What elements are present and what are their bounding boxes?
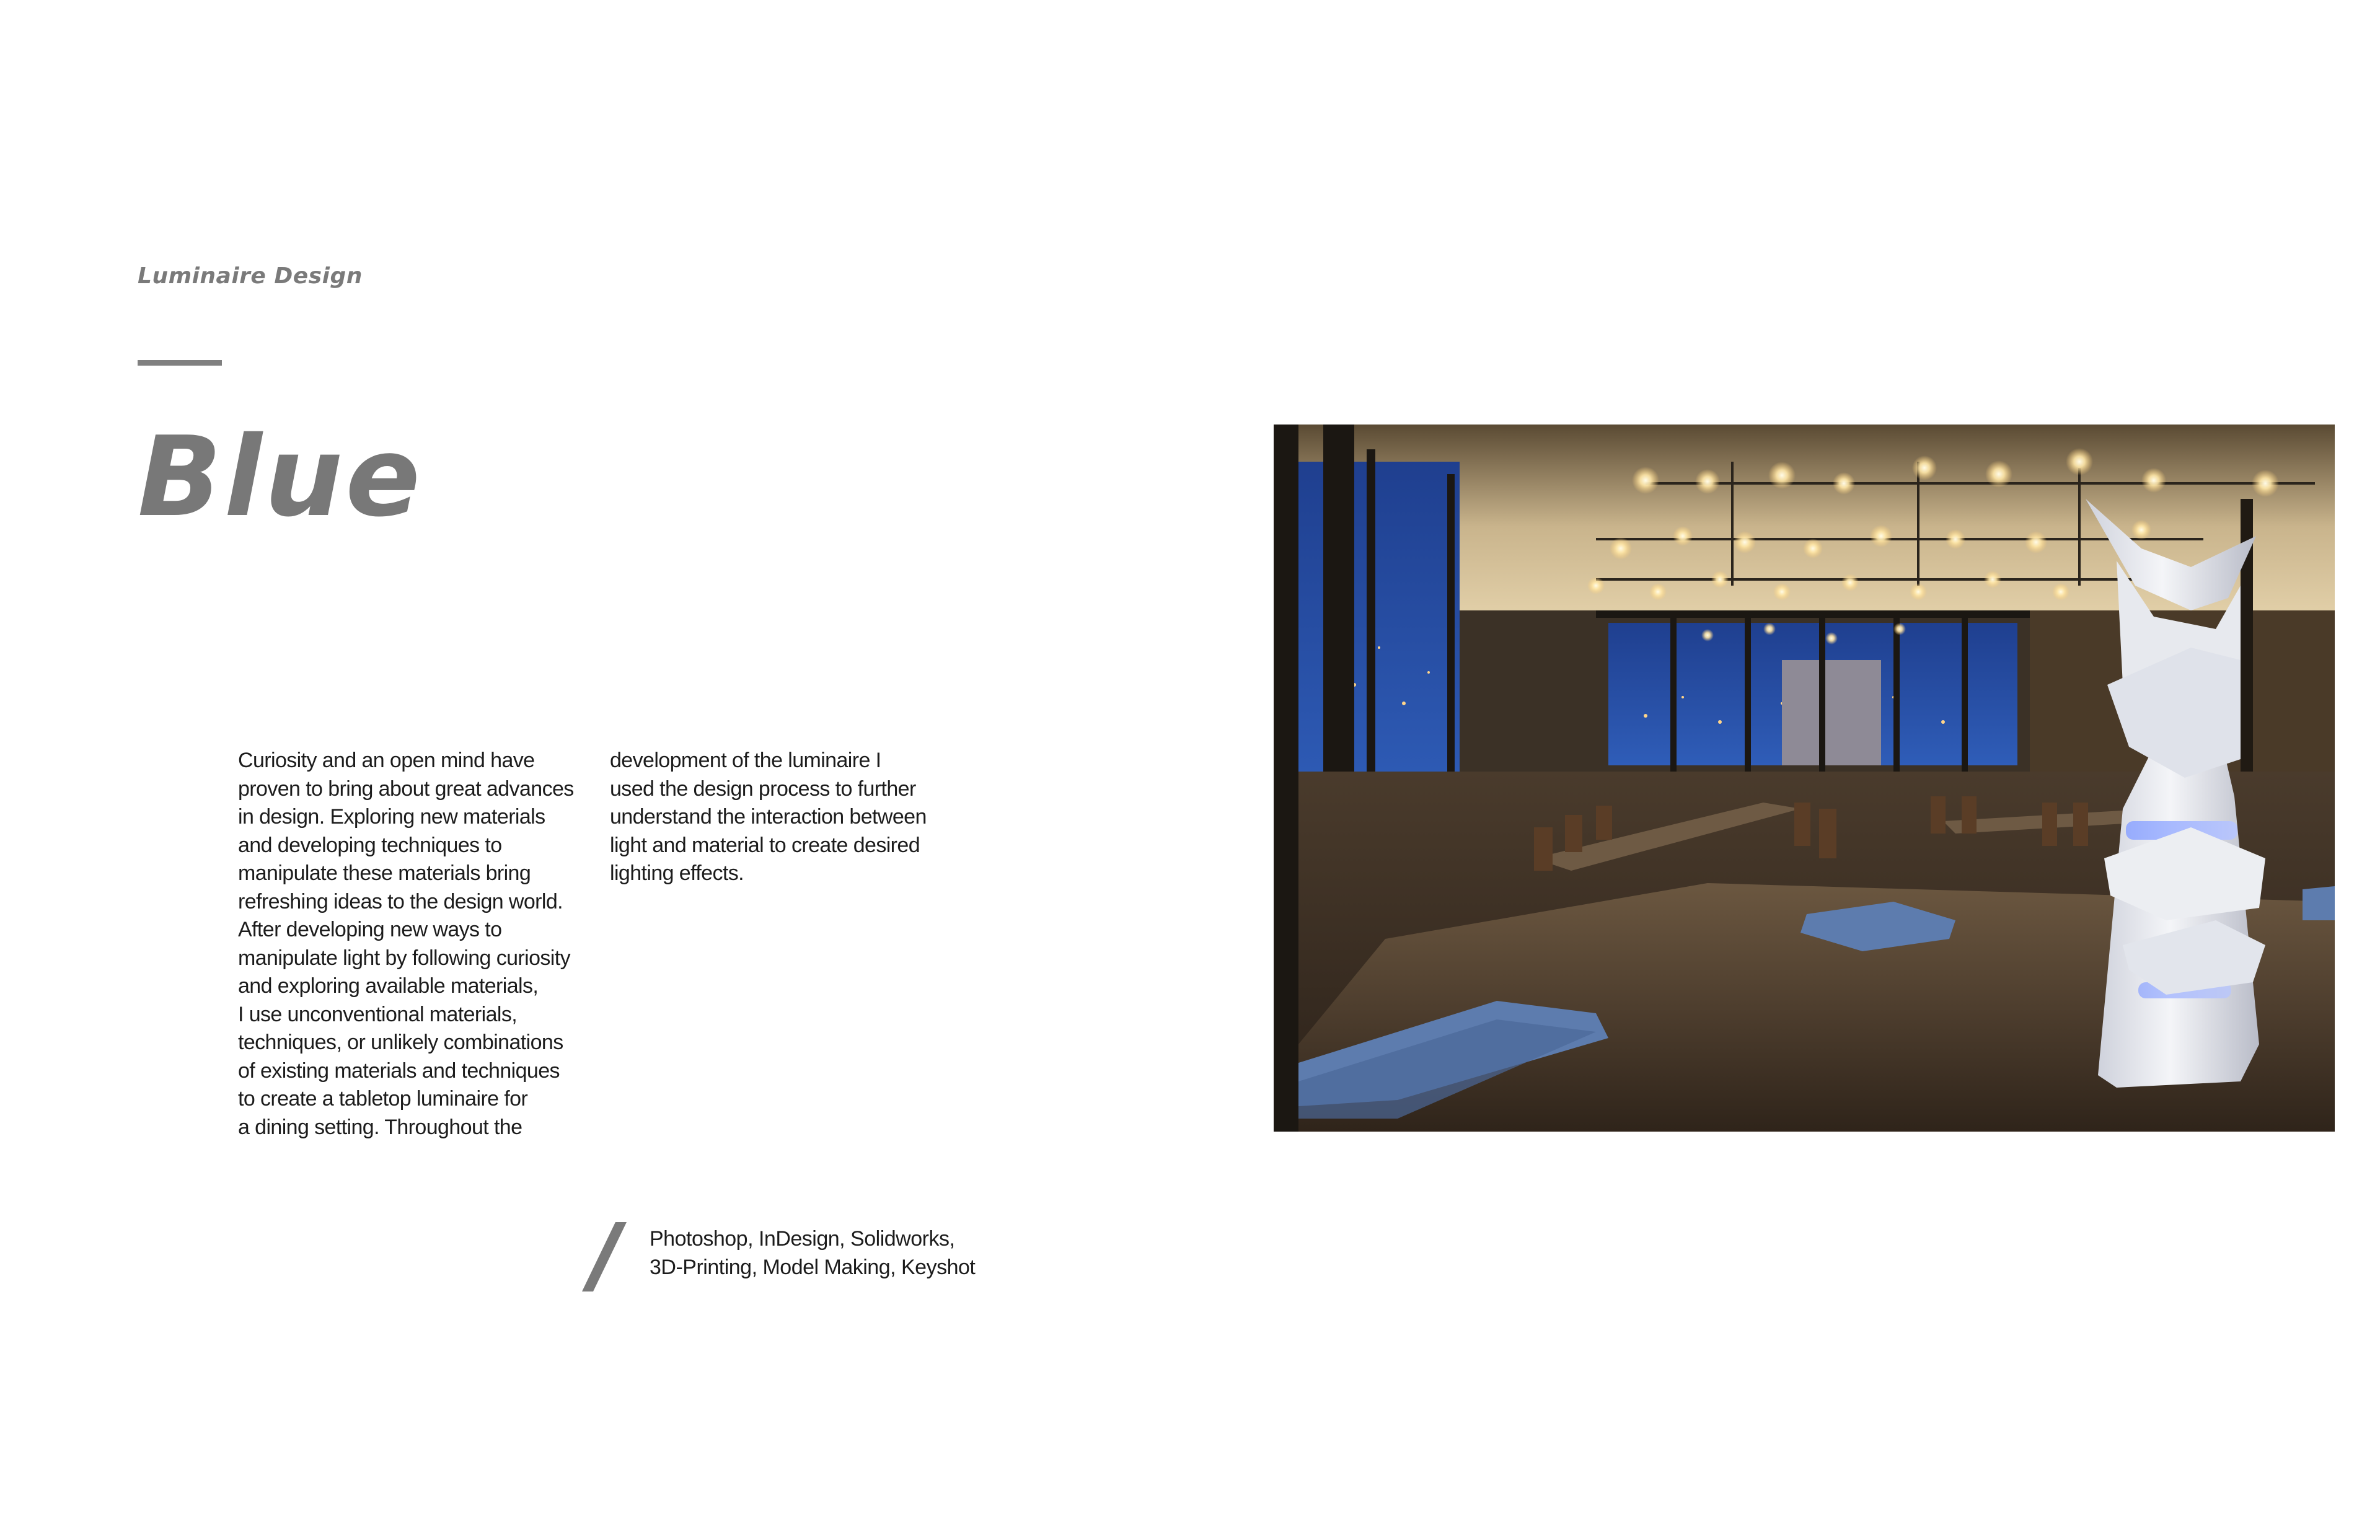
description-line: proven to bring about great advances	[238, 777, 574, 801]
tools-list	[650, 1225, 975, 1282]
description-line: a dining setting. Throughout the	[238, 1115, 522, 1139]
description-line: techniques, or unlikely combinations	[238, 1031, 563, 1054]
description-line: Curiosity and an open mind have	[238, 749, 535, 772]
tools-line: Photoshop, InDesign, Solidworks,	[650, 1227, 955, 1251]
description-line: development of the luminaire I	[610, 749, 881, 772]
description-line: understand the interaction between	[610, 805, 927, 829]
project-title: Blue	[138, 413, 423, 541]
slash-divider-icon	[581, 1222, 630, 1291]
description-line: I use unconventional materials,	[238, 1002, 518, 1026]
description-line: After developing new ways to	[238, 918, 502, 941]
tools-line: 3D-Printing, Model Making, Keyshot	[650, 1256, 976, 1279]
description-line: and exploring available materials,	[238, 974, 539, 998]
accent-rule	[138, 360, 222, 366]
description-line: in design. Exploring new materials	[238, 805, 545, 829]
description-line: refreshing ideas to the design world.	[238, 889, 563, 913]
description-line: manipulate light by following curiosity	[238, 946, 570, 970]
description-line: light and material to create desired	[610, 833, 920, 857]
description-column-1	[238, 747, 610, 1142]
luminaire-restaurant-photo	[1274, 425, 2335, 1132]
project-category: Luminaire Design	[138, 263, 363, 289]
description-line: used the design process to further	[610, 777, 916, 801]
description-line: and developing techniques to	[238, 833, 502, 857]
description-line: lighting effects.	[610, 861, 744, 885]
description-line: of existing materials and techniques	[238, 1058, 560, 1083]
photo-illustration	[1274, 425, 2335, 1132]
description-line: manipulate these materials bring	[238, 861, 531, 885]
description-column-2	[610, 747, 982, 888]
description-line: to create a tabletop luminaire for	[238, 1087, 528, 1111]
